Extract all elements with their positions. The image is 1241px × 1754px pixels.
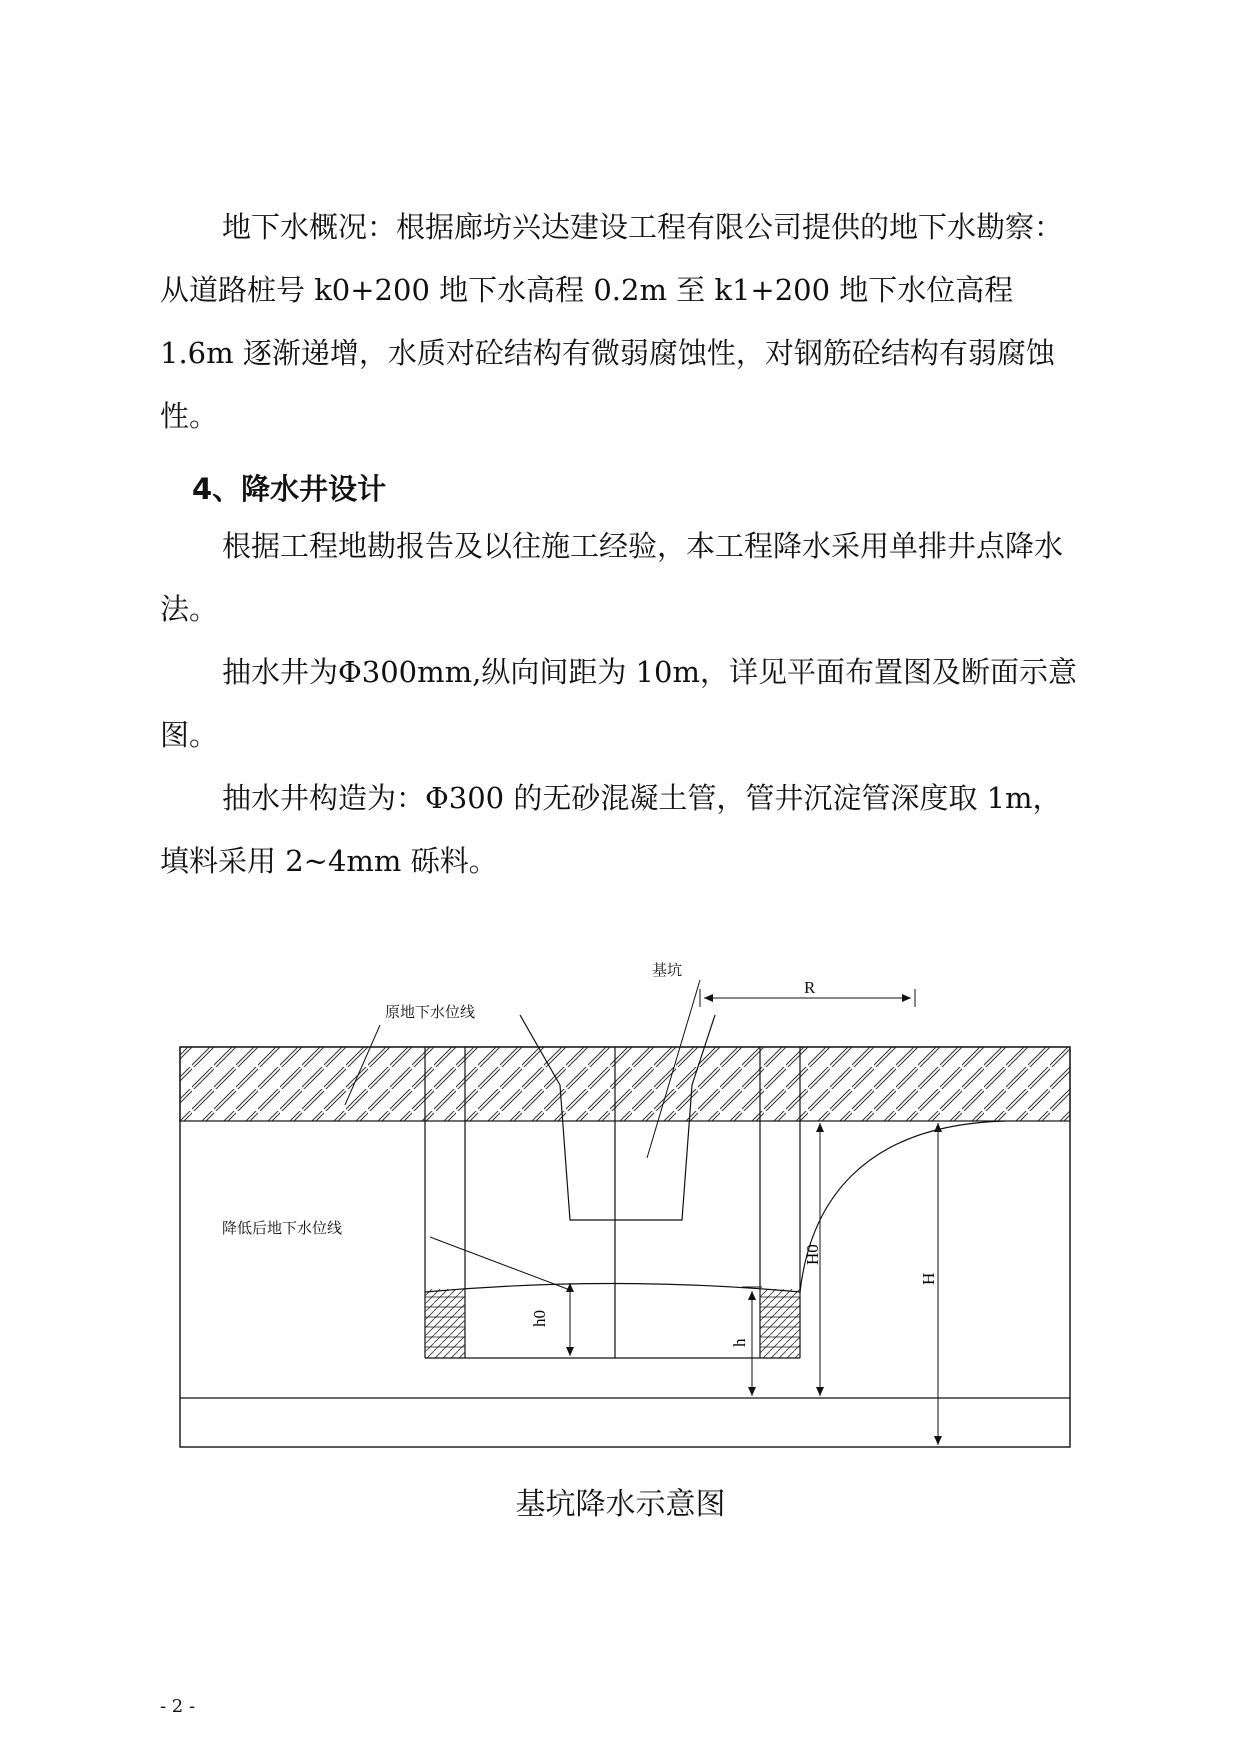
paragraph-groundwater: 地下水概况：根据廊坊兴达建设工程有限公司提供的地下水勘察：从道路桩号 k0+200 地下水高程 0.2m 至 k1+200 地下水位高程 1.6m 逐渐递增，水质对砼结构有微弱腐蚀性，对钢筋砼结构有弱腐蚀性。: [160, 210, 1064, 433]
dim-H0-label: H0: [803, 1244, 822, 1265]
figure-caption: 基坑降水示意图: [515, 1487, 726, 1522]
paragraph-well-structure: 抽水井构造为：Φ300 的无砂混凝土管，管井沉淀管深度取 1m，填料采用 2~4mm 砾料。: [160, 781, 1062, 878]
dim-h0-label: h0: [530, 1310, 549, 1327]
dim-H-label: H: [919, 1272, 938, 1285]
leader-lowered-water: [430, 1237, 570, 1290]
label-original-water: 原地下水位线: [385, 1003, 476, 1021]
dim-h-label: h: [730, 1338, 749, 1347]
dewatering-diagram: [170, 935, 1090, 1475]
section-heading: 4、降水井设计: [192, 472, 387, 506]
label-pit: 基坑: [652, 961, 683, 979]
paragraph-well-spec: 抽水井为Φ300mm,纵向间距为 10m，详见平面布置图及断面示意图。: [160, 655, 1077, 752]
lowered-water-curve: [425, 1284, 800, 1293]
page-number: - 2 -: [160, 1696, 196, 1717]
paragraph-method: 根据工程地勘报告及以往施工经验，本工程降水采用单排井点降水法。: [160, 529, 1064, 626]
drawdown-curve: [800, 1121, 1005, 1292]
dim-R-label: R: [804, 978, 816, 997]
label-lowered-water: 降低后地下水位线: [222, 1219, 343, 1237]
soil-layer-hatch: [180, 1047, 1070, 1121]
